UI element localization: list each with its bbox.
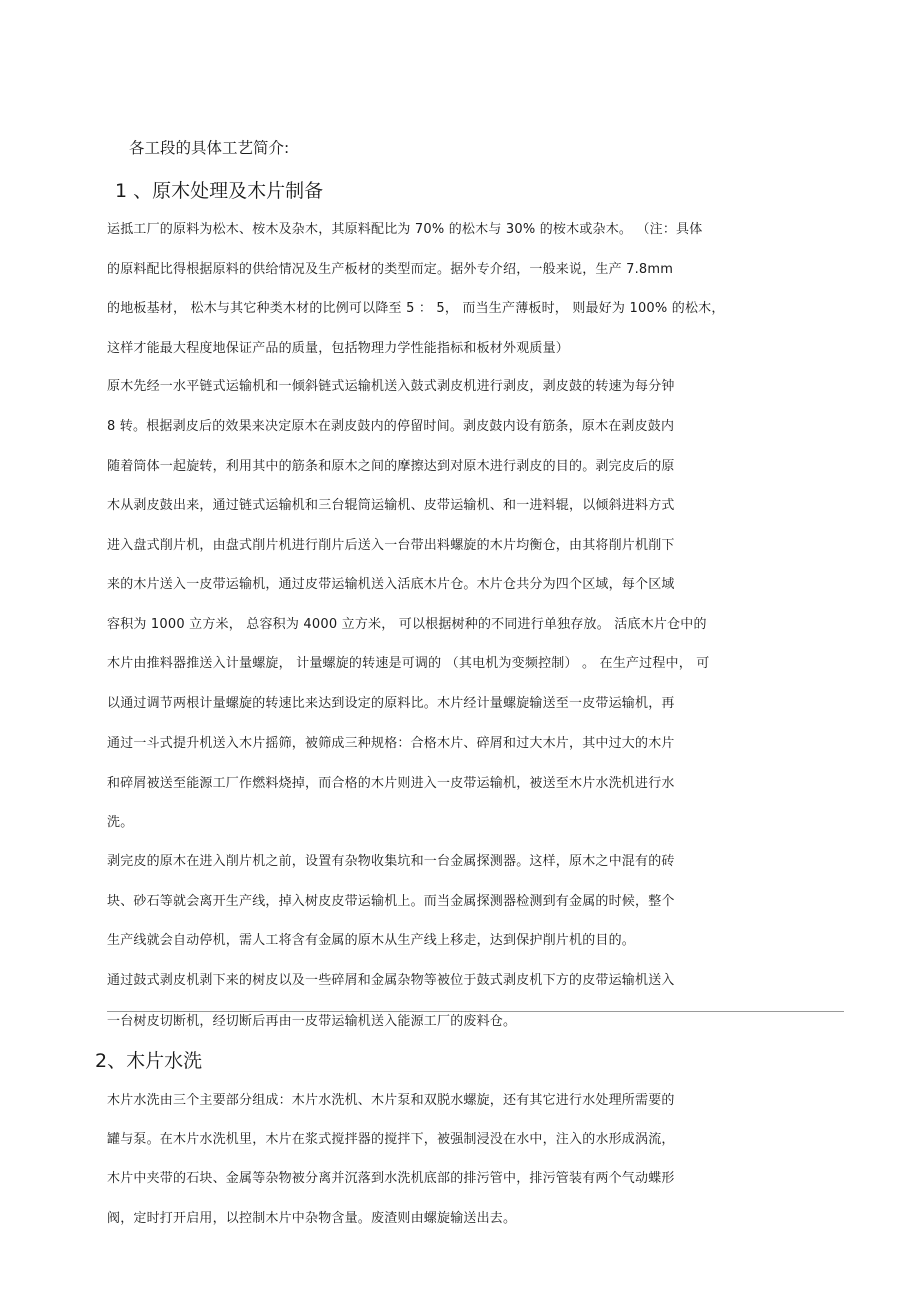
section-1-heading: 1 、原木处理及木片制备 [115,180,324,202]
paragraph-line: 剥完皮的原木在进入削片机之前，设置有杂物收集坑和一台金属探测器。这样，原木之中混有的砖 [107,854,675,869]
paragraph-line: 木片由推料器推送入计量螺旋， 计量螺旋的转速是可调的 （其电机为变频控制） 。 在生产过程中， 可 [107,656,710,671]
paragraph-line: 随着筒体一起旋转，利用其中的筋条和原木之间的摩擦达到对原木进行剥皮的目的。剥完皮后的原 [107,459,675,474]
paragraph-line: 通过鼓式剥皮机剥下来的树皮以及一些碎屑和金属杂物等被位于鼓式剥皮机下方的皮带运输机送入 [107,973,675,988]
paragraph-line: 罐与泵。在木片水洗机里，木片在浆式搅拌器的搅拌下，被强制浸没在水中，注入的水形成涡流， [107,1132,675,1147]
paragraph-line: 阀，定时打开启用，以控制木片中杂物含量。废渣则由螺旋输送出去。 [107,1211,517,1226]
paragraph-line: 和碎屑被送至能源工厂作燃料烧掉，而合格的木片则进入一皮带运输机，被送至木片水洗机进行水 [107,776,675,791]
paragraph-line: 洗。 [107,815,134,830]
paragraph-line: 8 转。根据剥皮后的效果来决定原木在剥皮鼓内的停留时间。剥皮鼓内设有筋条，原木在剥皮鼓内 [107,419,675,434]
paragraph-line: 木片水洗由三个主要部分组成：木片水洗机、木片泵和双脱水螺旋，还有其它进行水处理所需要的 [107,1093,675,1108]
paragraph-line: 运抵工厂的原料为松木、桉木及杂木，其原料配比为 70% 的松木与 30% 的桉木或杂木。 （注：具体 [107,222,703,237]
section-2-heading: 2、木片水洗 [95,1050,203,1072]
paragraph-line: 原木先经一水平链式运输机和一倾斜链式运输机送入鼓式剥皮机进行剥皮，剥皮鼓的转速为每分钟 [107,379,675,394]
paragraph-line: 通过一斗式提升机送入木片摇筛，被筛成三种规格：合格木片、碎屑和过大木片，其中过大的木片 [107,736,675,751]
paragraph-line: 块、砂石等就会离开生产线，掉入树皮皮带运输机上。而当金属探测器检测到有金属的时候，整个 [107,894,675,909]
paragraph-line: 的地板基材， 松木与其它种类木材的比例可以降至 5 ： 5， 而当生产薄板时， 则最好为 100% 的松木， [107,301,725,316]
paragraph-line: 木片中夹带的石块、金属等杂物被分离并沉落到水洗机底部的排污管中，排污管装有两个气动蝶形 [107,1171,675,1186]
paragraph-line: 一台树皮切断机，经切断后再由一皮带运输机送入能源工厂的废料仓。 [107,1014,517,1029]
paragraph-line: 容积为 1000 立方米， 总容积为 4000 立方米， 可以根据树种的不同进行单独存放。 活底木片仓中的 [107,617,707,632]
paragraph-line: 木从剥皮鼓出来，通过链式运输机和三台辊筒运输机、皮带运输机、和一进料辊，以倾斜进料方式 [107,498,675,513]
paragraph-line: 生产线就会自动停机，需人工将含有金属的原木从生产线上移走，达到保护削片机的目的。 [107,933,636,948]
paragraph-line: 进入盘式削片机，由盘式削片机进行削片后送入一台带出料螺旋的木片均衡仓，由其将削片机削下 [107,538,675,553]
horizontal-rule [107,1011,844,1012]
paragraph-line: 来的木片送入一皮带运输机，通过皮带运输机送入活底木片仓。木片仓共分为四个区域，每个区域 [107,577,675,592]
paragraph-line: 这样才能最大程度地保证产品的质量，包括物理力学性能指标和板材外观质量） [107,341,570,356]
paragraph-line: 以通过调节两根计量螺旋的转速比来达到设定的原料比。木片经计量螺旋输送至一皮带运输机，再 [107,696,675,711]
intro-text: 各工段的具体工艺简介: [129,139,290,157]
paragraph-line: 的原料配比得根据原料的供给情况及生产板材的类型而定。据外专介绍，一般来说，生产 7.8mm [107,262,674,277]
